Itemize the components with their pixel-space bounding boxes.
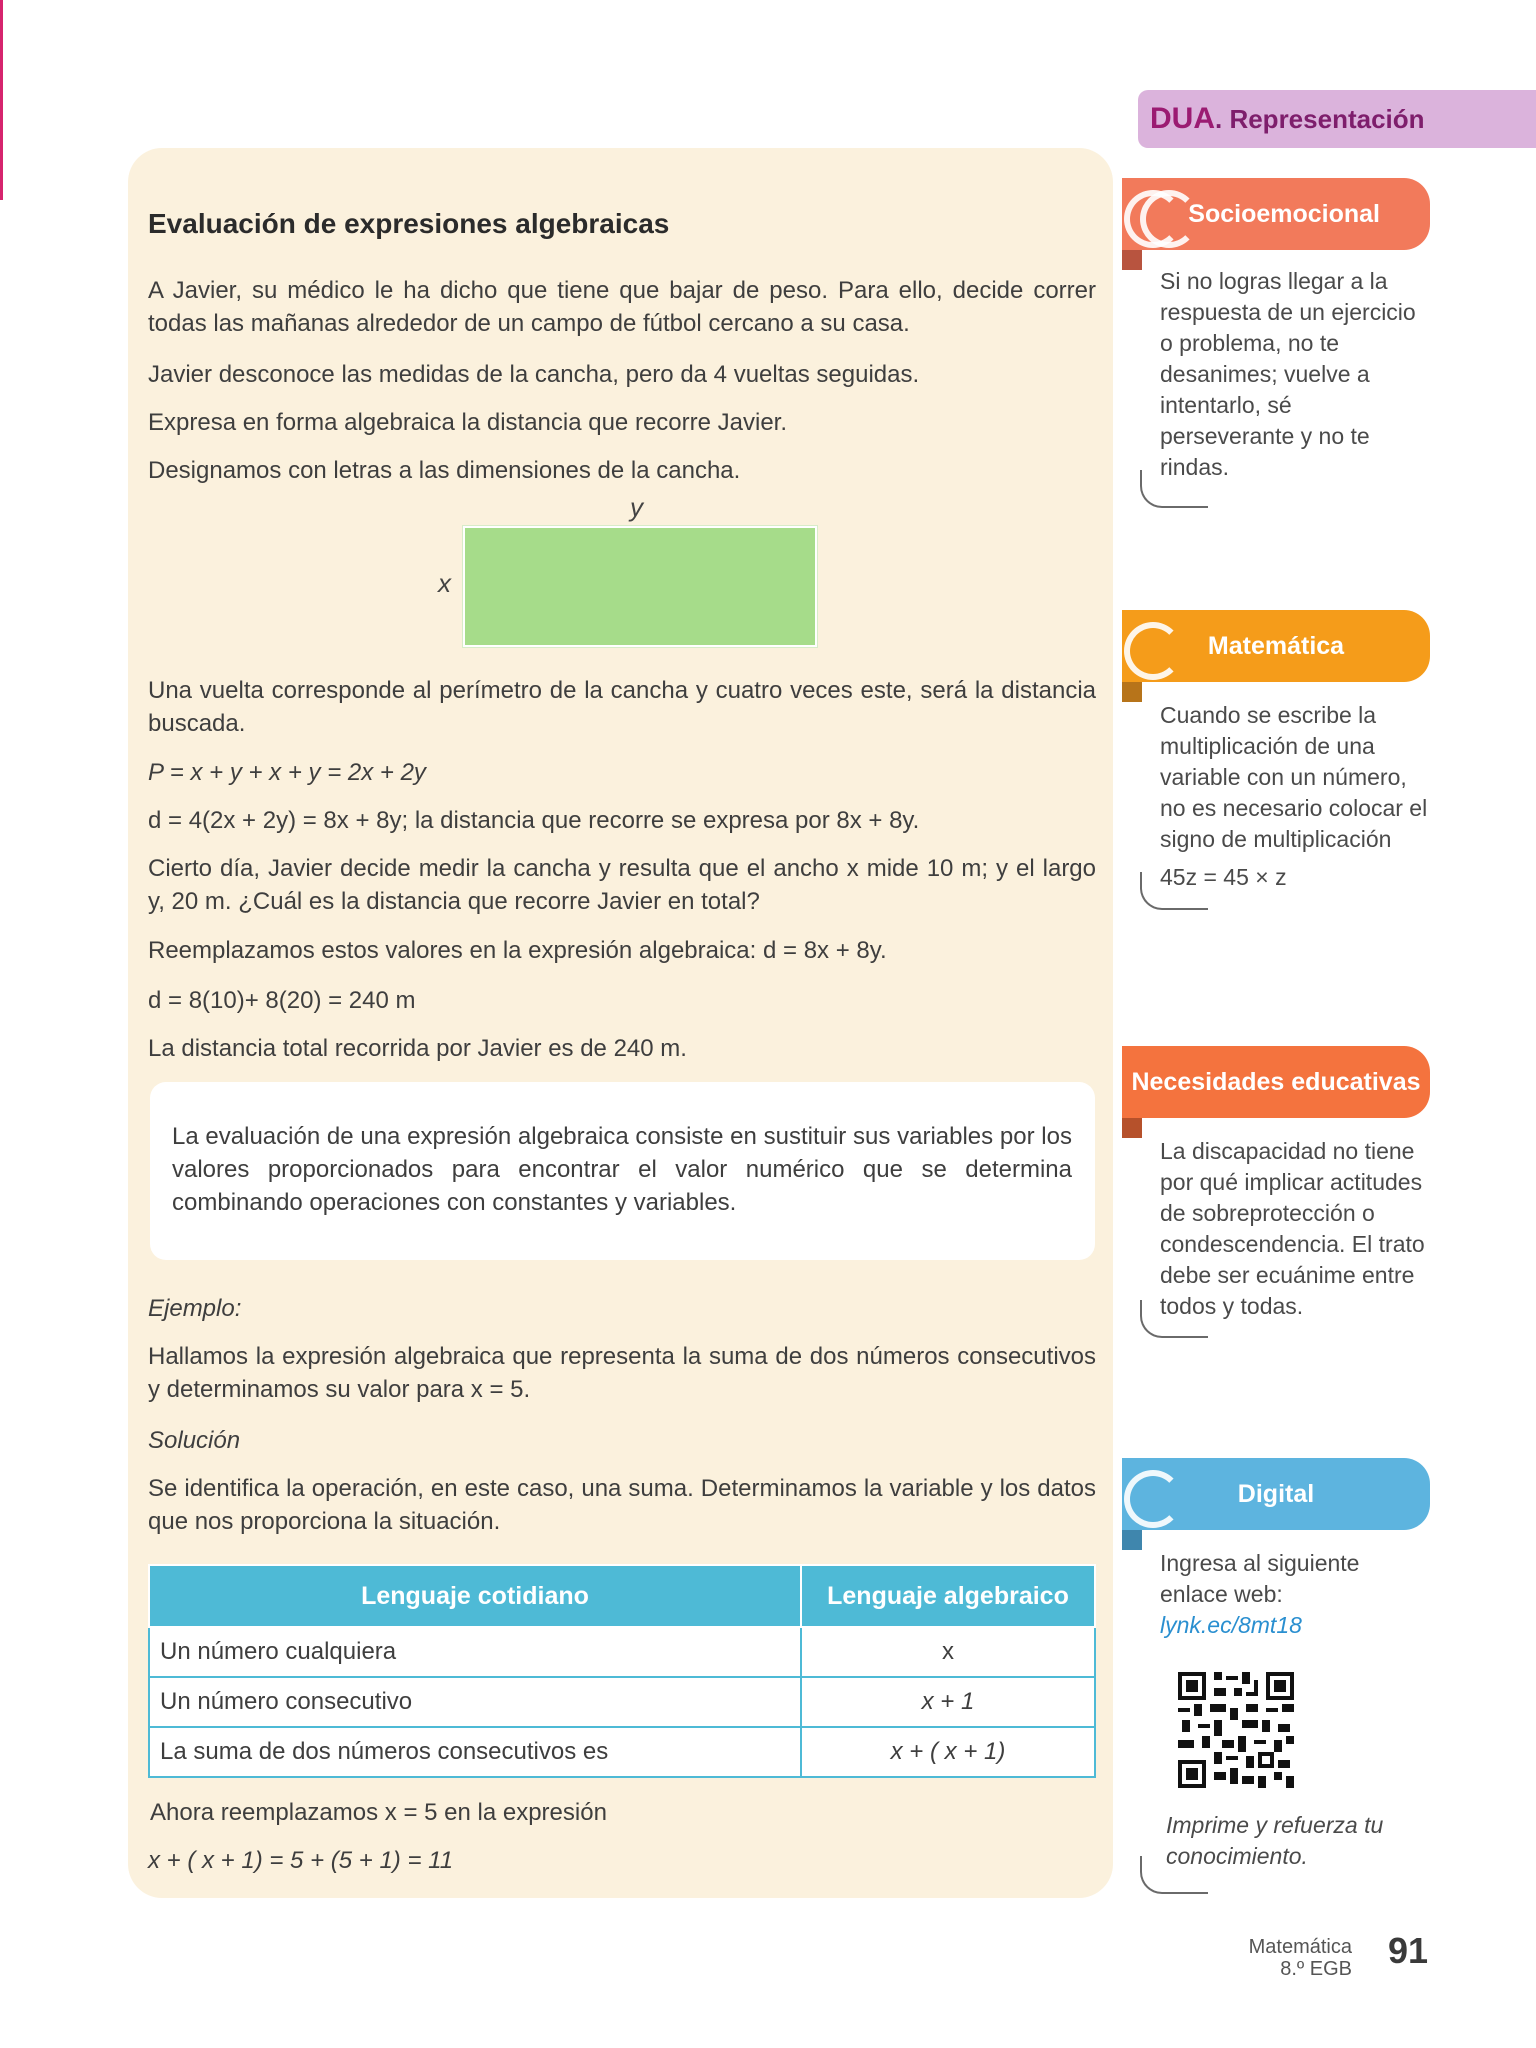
diagram-label-x: x	[438, 568, 451, 598]
mathematics-text: Cuando se escribe la multiplicación de una variable con un número, no es necesario colocar el signo de multiplicación	[1160, 702, 1428, 852]
mathematics-formula: 45z = 45 × z	[1160, 864, 1287, 890]
equation-final: x + ( x + 1) = 5 + (5 + 1) = 11	[148, 1847, 454, 1874]
tab-fold	[1122, 1118, 1142, 1138]
definition-box	[150, 1082, 1095, 1260]
c-logo-icon	[1140, 190, 1198, 248]
table-cell: La suma de dos números consecutivos es	[149, 1727, 801, 1777]
solution-label: Solución	[148, 1427, 241, 1454]
margin-marker	[0, 0, 3, 200]
paragraph-intro: A Javier, su médico le ha dicho que tiene que bajar de peso. Para ello, decide correr todas las mañanas alrededor de un campo de fútbol cercano a su casa.	[148, 277, 1096, 337]
paragraph-designation: Designamos con letras a las dimensiones de la cancha.	[148, 457, 741, 484]
table-cell: x + 1	[801, 1677, 1095, 1727]
table-cell: x + ( x + 1)	[801, 1727, 1095, 1777]
digital-link[interactable]: lynk.ec/8mt18	[1160, 1612, 1302, 1638]
c-logo-icon	[1124, 622, 1182, 680]
table-row	[149, 1727, 1095, 1777]
language-table	[148, 1564, 1096, 1778]
digital-note: Imprime y refuerza tu conocimiento.	[1166, 1812, 1384, 1869]
equation-result: d = 8(10)+ 8(20) = 240 m	[148, 987, 416, 1014]
field-rectangle	[463, 526, 817, 647]
equation-distance: d = 4(2x + 2y) = 8x + 8y; la distancia que recorre se expresa por 8x + 8y.	[148, 807, 920, 834]
educational-needs-text: La discapacidad no tiene por qué implicar actitudes de sobreprotección o condescendencia. El trato debe ser ecuánime entre todos y todas.	[1160, 1138, 1425, 1319]
definition-text: La evaluación de una expresión algebraica consiste en sustituir sus variables por los valores proporcionados para encontrar el valor numérico que se determina combinando operaciones con constantes y variables.	[172, 1123, 1072, 1216]
educational-needs-title: Necesidades educativas	[1131, 1067, 1421, 1096]
tab-fold	[1122, 250, 1142, 270]
dua-label: DUA	[1150, 102, 1215, 135]
footer-grade: 8.º EGB	[1280, 1958, 1352, 1980]
table-header: Lenguaje cotidiano	[149, 1565, 801, 1627]
paragraph-replace: Reemplazamos estos valores en la expresión algebraica: d = 8x + 8y.	[148, 937, 887, 964]
table-cell: Un número cualquiera	[149, 1627, 801, 1677]
bracket-divider	[1140, 872, 1208, 910]
paragraph-perimeter: Una vuelta corresponde al perímetro de la cancha y cuatro veces este, será la distancia buscada.	[148, 677, 1096, 737]
table-cell: Un número consecutivo	[149, 1677, 801, 1727]
table-header: Lenguaje algebraico	[801, 1565, 1095, 1627]
paragraph-substitute: Ahora reemplazamos x = 5 en la expresión	[150, 1799, 607, 1826]
paragraph-laps: Javier desconoce las medidas de la cancha, pero da 4 vueltas seguidas.	[148, 361, 920, 388]
digital-text: Ingresa al siguiente enlace web:	[1160, 1550, 1360, 1607]
paragraph-task: Expresa en forma algebraica la distancia que recorre Javier.	[148, 409, 787, 436]
socioemotional-text: Si no logras llegar a la respuesta de un ejercicio o problema, no te desanimes; vuelve a intentarlo, sé perseverante y no te rindas.	[1160, 268, 1416, 480]
paragraph-solution: Se identifica la operación, en este caso, una suma. Determinamos la variable y los datos que nos proporciona la situación.	[148, 1475, 1096, 1535]
dua-banner	[1138, 90, 1536, 148]
tab-fold	[1122, 1530, 1142, 1550]
educational-needs-tab	[1122, 1046, 1430, 1118]
bracket-divider	[1140, 1300, 1208, 1338]
diagram-label-y: y	[630, 492, 643, 522]
section-title: Evaluación de expresiones algebraicas	[148, 208, 670, 239]
page-number: 91	[1388, 1930, 1429, 1971]
equation-perimeter: P = x + y + x + y = 2x + 2y	[148, 759, 426, 786]
footer-subject-name: Matemática	[1248, 1936, 1352, 1958]
example-label: Ejemplo:	[148, 1295, 242, 1322]
paragraph-conclusion: La distancia total recorrida por Javier es de 240 m.	[148, 1035, 687, 1062]
table-cell: x	[801, 1627, 1095, 1677]
bracket-divider	[1140, 1856, 1208, 1894]
digital-title: Digital	[1237, 1479, 1315, 1508]
table-header-row	[149, 1565, 1095, 1627]
c-logo-icon	[1124, 1470, 1182, 1528]
footer-subject	[1200, 1936, 1352, 1980]
tab-fold	[1122, 682, 1142, 702]
table-row	[149, 1627, 1095, 1677]
paragraph-measure: Cierto día, Javier decide medir la cancha y resulta que el ancho x mide 10 m; y el largo y, 20 m. ¿Cuál es la distancia que recorre Javier en total?	[148, 855, 1096, 915]
qr-code-icon[interactable]	[1178, 1672, 1294, 1788]
dua-subtitle: . Representación	[1215, 104, 1425, 134]
table-row	[149, 1677, 1095, 1727]
socioemotional-title: Socioemocional	[1188, 199, 1380, 228]
bracket-divider	[1140, 470, 1208, 508]
paragraph-example: Hallamos la expresión algebraica que representa la suma de dos números consecutivos y determinamos su valor para x = 5.	[148, 1343, 1096, 1403]
mathematics-title: Matemática	[1207, 631, 1345, 660]
